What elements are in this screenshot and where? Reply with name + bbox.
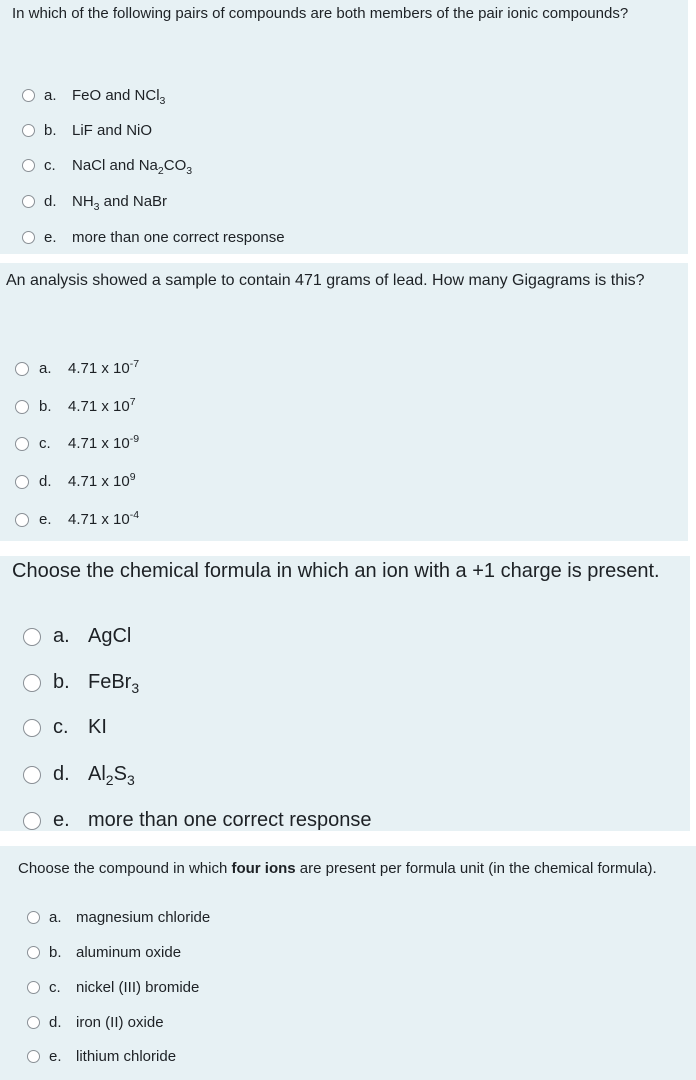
option-label: 4.71 x $10^{-9}$: [68, 433, 140, 452]
question-text: In which of the following pairs of compounds are both members of the pair ionic compounds?: [12, 5, 629, 22]
option-letter: c.: [44, 157, 56, 174]
option-a[interactable]: [15, 360, 139, 377]
option-label: aluminum oxide: [76, 944, 182, 961]
option-label: 4.71 x $10^9$: [68, 471, 136, 490]
option-c[interactable]: [23, 716, 107, 739]
option-letter: b.: [39, 398, 52, 415]
option-d[interactable]: [22, 193, 168, 213]
option-label: more than one correct response: [72, 229, 285, 246]
radio-button[interactable]: [27, 1050, 40, 1063]
option-e[interactable]: [23, 809, 372, 832]
question-panel-1: [0, 0, 688, 254]
radio-button[interactable]: [22, 231, 35, 244]
radio-button[interactable]: [27, 1016, 40, 1029]
option-letter: d.: [44, 193, 57, 210]
radio-button[interactable]: [22, 159, 35, 172]
option-d[interactable]: [27, 1014, 164, 1031]
option-label: LiF and NiO: [72, 122, 153, 139]
option-letter: d.: [53, 763, 70, 785]
radio-button[interactable]: [23, 674, 41, 692]
option-a[interactable]: [22, 87, 166, 107]
option-letter: e.: [53, 809, 70, 831]
option-letter: e.: [44, 229, 57, 246]
option-d[interactable]: [23, 763, 135, 786]
radio-button[interactable]: [22, 195, 35, 208]
option-label: 4.71 x $10^{-7}$: [68, 358, 140, 377]
option-c[interactable]: [22, 157, 193, 177]
radio-button[interactable]: [23, 812, 41, 830]
radio-button[interactable]: [15, 400, 29, 414]
option-letter: c.: [39, 435, 51, 452]
option-letter: a.: [49, 909, 62, 926]
option-label: nickel (III) bromide: [76, 979, 200, 996]
question-text: An analysis showed a sample to contain 471 grams of lead. How many Gigagrams is this?: [6, 272, 645, 289]
option-label: FeO and NCl$_3$: [72, 87, 166, 107]
option-label: NaCl and $Na_2CO_3$: [72, 157, 193, 177]
option-letter: b.: [44, 122, 57, 139]
option-label: more than one correct response: [88, 809, 372, 831]
option-label: KI: [88, 716, 107, 738]
radio-button[interactable]: [15, 437, 29, 451]
option-letter: e.: [49, 1048, 62, 1065]
option-label: magnesium chloride: [76, 909, 211, 926]
question-panel-4: [0, 846, 696, 1080]
option-letter: c.: [49, 979, 61, 996]
radio-button[interactable]: [27, 981, 40, 994]
option-b[interactable]: [15, 398, 136, 415]
option-a[interactable]: [23, 625, 131, 648]
option-letter: a.: [44, 87, 57, 104]
question-panel-3: [0, 556, 690, 831]
option-c[interactable]: [15, 435, 139, 452]
option-letter: b.: [49, 944, 62, 961]
question-text: Choose the chemical formula in which an ion with a +1 charge is present.: [12, 560, 660, 582]
option-label: 4.71 x $10^{-4}$: [68, 509, 140, 528]
option-letter: d.: [39, 473, 52, 490]
option-letter: d.: [49, 1014, 62, 1031]
option-d[interactable]: [15, 473, 136, 490]
radio-button[interactable]: [22, 124, 35, 137]
option-e[interactable]: [22, 229, 285, 246]
option-letter: a.: [53, 625, 70, 647]
option-label: iron (II) oxide: [76, 1014, 164, 1031]
question-text: Choose the compound in which four ions are present per formula unit (in the chemical formula).: [18, 860, 657, 877]
option-label: $Al_2S_3$: [88, 763, 135, 788]
radio-button[interactable]: [22, 89, 35, 102]
option-a[interactable]: [27, 909, 210, 926]
option-letter: b.: [53, 671, 70, 693]
option-b[interactable]: [23, 671, 139, 694]
option-label: 4.71 x $10^7$: [68, 396, 136, 415]
radio-button[interactable]: [15, 362, 29, 376]
option-label: FeBr$_3$: [88, 671, 140, 696]
question-panel-2: [0, 263, 688, 541]
radio-button[interactable]: [23, 766, 41, 784]
radio-button[interactable]: [27, 946, 40, 959]
option-b[interactable]: [27, 944, 181, 961]
radio-button[interactable]: [15, 475, 29, 489]
option-label: $NH_3$ and NaBr: [72, 193, 168, 213]
radio-button[interactable]: [23, 628, 41, 646]
option-e[interactable]: [15, 511, 139, 528]
option-letter: e.: [39, 511, 52, 528]
option-c[interactable]: [27, 979, 199, 996]
option-letter: a.: [39, 360, 52, 377]
option-label: lithium chloride: [76, 1048, 177, 1065]
radio-button[interactable]: [27, 911, 40, 924]
option-b[interactable]: [22, 122, 152, 139]
radio-button[interactable]: [23, 719, 41, 737]
option-letter: c.: [53, 716, 69, 738]
radio-button[interactable]: [15, 513, 29, 527]
option-e[interactable]: [27, 1048, 176, 1065]
option-label: AgCl: [88, 625, 132, 647]
